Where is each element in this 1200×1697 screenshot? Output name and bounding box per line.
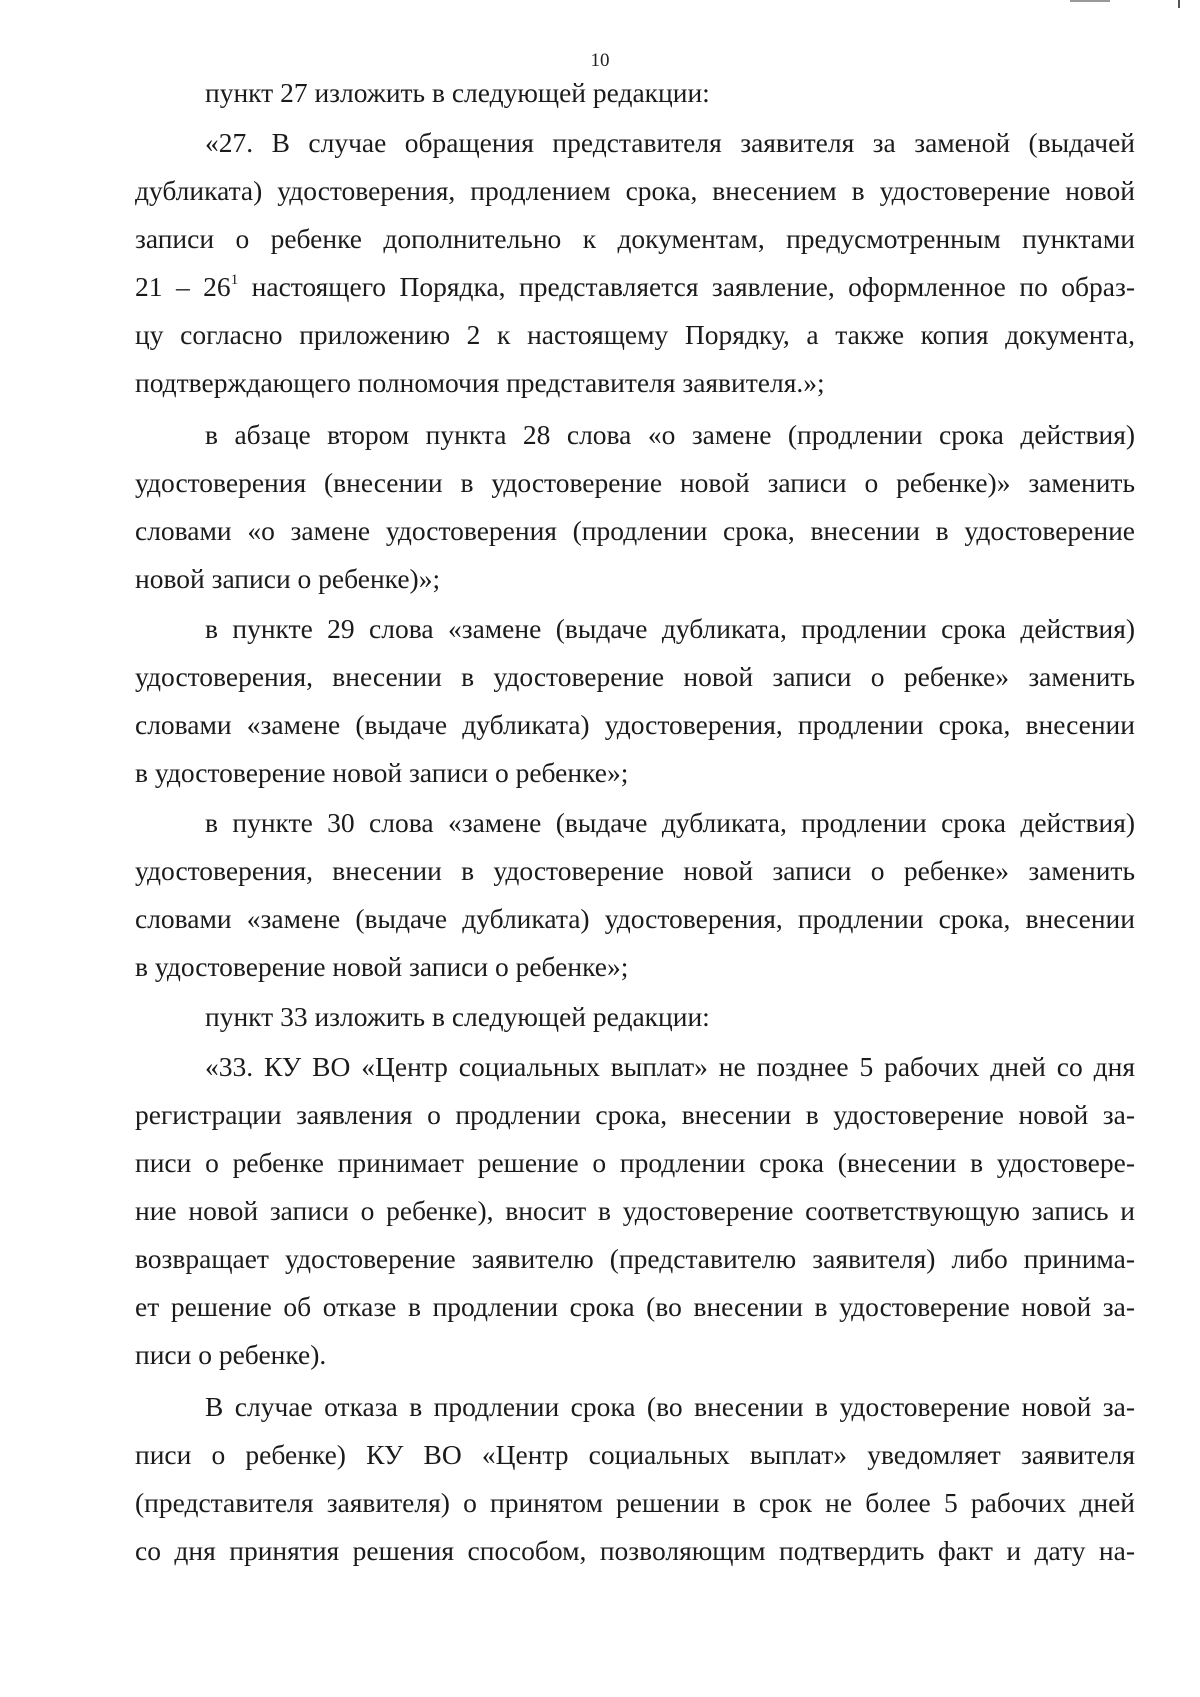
paragraph-line: со дня принятия решения способом, позволяющим подтвердить факт и дату на- — [135, 1535, 1135, 1566]
paragraph-line: в пункте 29 слова «замене (выдаче дубликата, продлении срока действия) — [205, 613, 1135, 644]
scan-artifact-mark — [1070, 0, 1110, 2]
superscript: 1 — [230, 272, 239, 288]
paragraph-line: в абзаце втором пункта 28 слова «о замене (продлении срока действия) — [205, 419, 1135, 450]
paragraph-line: пункт 33 изложить в следующей редакции: — [205, 1001, 710, 1032]
paragraph-line: писи о ребенке) КУ ВО «Центр социальных выплат» уведомляет заявителя — [135, 1439, 1135, 1470]
paragraph-line: пункт 27 изложить в следующей редакции: — [205, 77, 710, 108]
paragraph-line: записи о ребенке дополнительно к документам, предусмотренным пунктами — [135, 223, 1135, 254]
paragraph-line: «27. В случае обращения представителя заявителя за заменой (выдачей — [205, 127, 1135, 158]
paragraph-line: ет решение об отказе в продлении срока (во внесении в удостоверение новой за- — [135, 1291, 1135, 1322]
paragraph-line: ние новой записи о ребенке), вносит в удостоверение соответствующую запись и — [135, 1195, 1135, 1226]
paragraph-line: «33. КУ ВО «Центр социальных выплат» не позднее 5 рабочих дней со дня — [205, 1051, 1135, 1082]
paragraph-line: (представителя заявителя) о принятом решении в срок не более 5 рабочих дней — [135, 1487, 1135, 1518]
paragraph-line: регистрации заявления о продлении срока, внесении в удостоверение новой за- — [135, 1099, 1135, 1130]
page-number: 10 — [590, 50, 610, 71]
paragraph-line: цу согласно приложению 2 к настоящему Порядку, а также копия документа, — [135, 319, 1135, 350]
paragraph-line: в пункте 30 слова «замене (выдаче дубликата, продлении срока действия) — [205, 807, 1135, 838]
paragraph-line: дубликата) удостоверения, продлением срока, внесением в удостоверение новой — [135, 175, 1135, 206]
paragraph-line: В случае отказа в продлении срока (во внесении в удостоверение новой за- — [205, 1391, 1135, 1422]
paragraph-line: возвращает удостоверение заявителю (представителю заявителя) либо принима- — [135, 1243, 1135, 1274]
paragraph-line: в удостоверение новой записи о ребенке»; — [135, 757, 629, 788]
paragraph-line — [135, 270, 1135, 304]
paragraph-line: писи о ребенке принимает решение о продлении срока (внесении в удостовере- — [135, 1147, 1135, 1178]
scan-artifact-mark — [1178, 0, 1180, 8]
paragraph-line: словами «замене (выдаче дубликата) удостоверения, продлении срока, внесении — [135, 709, 1135, 740]
line-segment: 21 – 26 — [135, 271, 231, 302]
paragraph-line: удостоверения, внесении в удостоверение новой записи о ребенке» заменить — [135, 661, 1135, 692]
paragraph-line: в удостоверение новой записи о ребенке»; — [135, 951, 629, 982]
paragraph-line: новой записи о ребенке)»; — [135, 563, 441, 594]
paragraph-line: подтверждающего полномочия представителя заявителя.»; — [135, 367, 825, 398]
line-segment: настоящего Порядка, представляется заявление, оформленное по образ- — [238, 271, 1136, 302]
paragraph-line: писи о ребенке). — [135, 1339, 327, 1370]
paragraph-line: удостоверения, внесении в удостоверение новой записи о ребенке» заменить — [135, 855, 1135, 886]
paragraph-line: удостоверения (внесении в удостоверение новой записи о ребенке)» заменить — [135, 467, 1135, 498]
paragraph-line: словами «о замене удостоверения (продлении срока, внесении в удостоверение — [135, 515, 1135, 546]
paragraph-line: словами «замене (выдаче дубликата) удостоверения, продлении срока, внесении — [135, 903, 1135, 934]
